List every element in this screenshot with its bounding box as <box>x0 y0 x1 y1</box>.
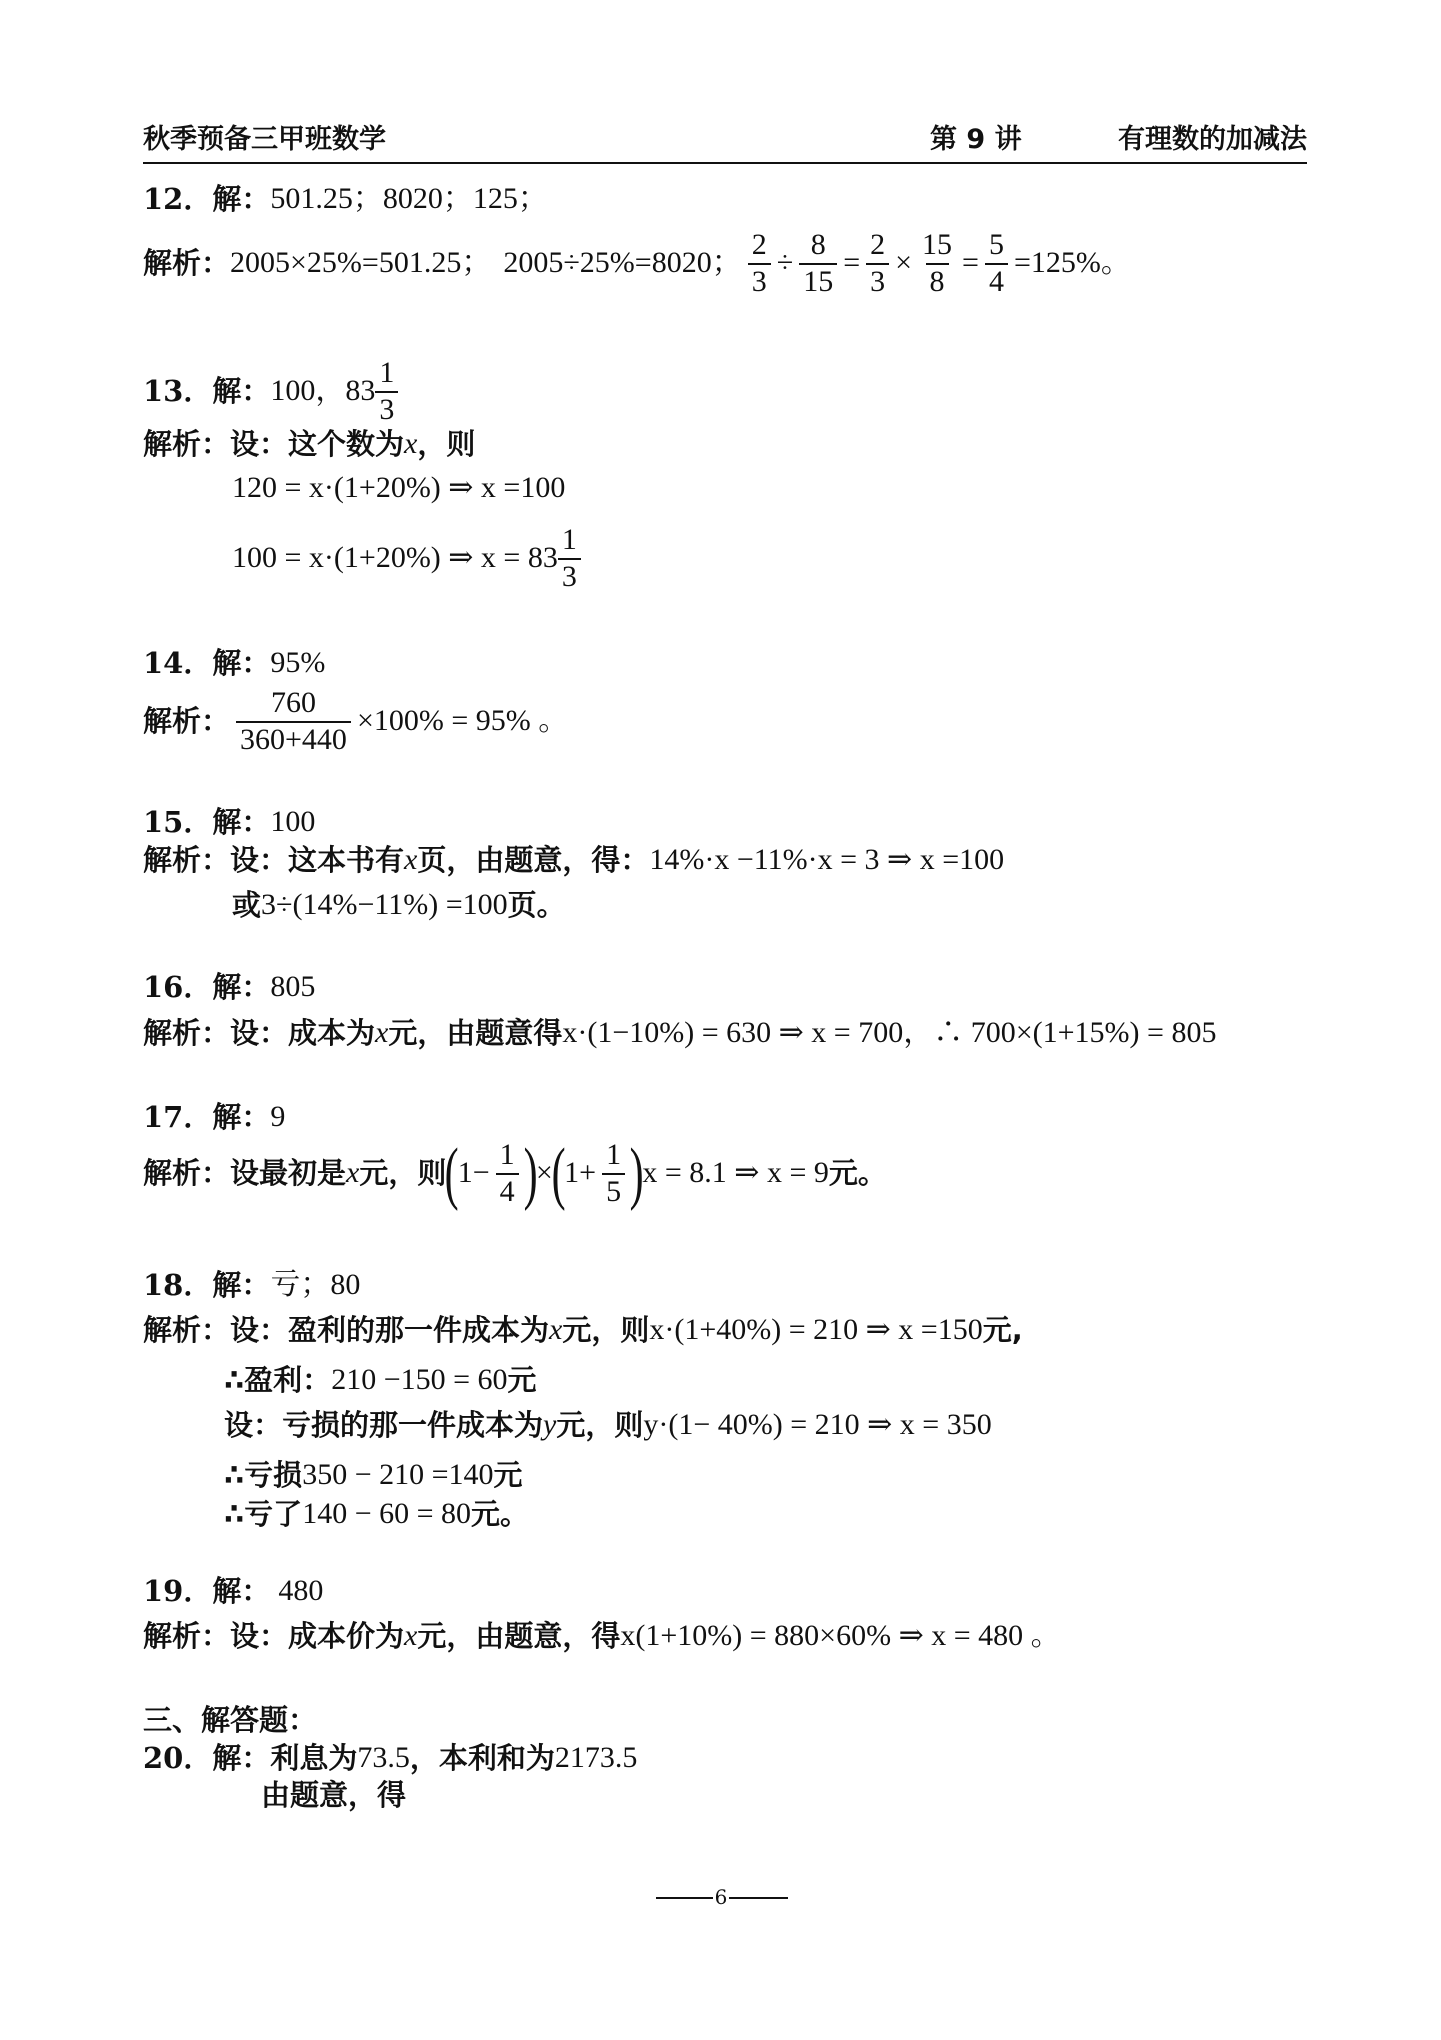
q20-text: 由题意，得 <box>261 1778 407 1812</box>
q13-eq-1-text: 120 = x·(1+20%) ⇒ x =100 <box>232 471 566 504</box>
q18-analysis-line-1 <box>143 1313 1023 1348</box>
q19-text-a: 设：成本价为 <box>230 1618 405 1653</box>
q13-eq-2-fraction: $\frac{1}{3}$ <box>558 523 581 594</box>
q20-line-2 <box>261 1779 406 1812</box>
q13-jie-label: ．解： <box>183 373 271 408</box>
q15-unit: 页。 <box>507 887 566 922</box>
q17-analysis-line <box>143 1134 887 1212</box>
q18-line-5 <box>224 1497 529 1532</box>
q19-var: x <box>404 1619 418 1652</box>
q16-analysis-line <box>143 1016 1216 1051</box>
q18-var-y: y <box>543 1408 557 1441</box>
q16-var: x <box>375 1016 389 1049</box>
course-title: 秋季预备三甲班数学 <box>143 124 386 155</box>
q17-text-b: 元，则 <box>359 1155 447 1190</box>
q16-answer-line <box>143 970 315 1005</box>
q16-jie-label: ．解： <box>183 969 271 1004</box>
q20-interest-label: 利息为 <box>270 1740 358 1775</box>
q12-answer: 501.25；8020；125； <box>270 182 548 215</box>
q18-text-a: 设：盈利的那一件成本为 <box>230 1312 550 1347</box>
q15-jie-label: ．解： <box>183 804 271 839</box>
q15-text-a: 设：这本书有 <box>230 842 405 877</box>
q18-line-4 <box>224 1458 523 1493</box>
q20-total-value: 2173.5 <box>554 1741 638 1774</box>
q18-loss-expr: 350 − 210 =140 <box>302 1458 494 1491</box>
q12-expr-1: 2005×25%=501.25； <box>230 246 492 280</box>
q12-answer-line <box>143 182 548 217</box>
q12-number: 12 <box>143 181 184 216</box>
page-header <box>143 124 1307 164</box>
q18-answer-line <box>143 1268 360 1303</box>
q19-analysis-line <box>143 1619 1061 1654</box>
q19-answer: 480 <box>278 1574 324 1607</box>
q13-intro: 设：这个数为 <box>230 426 405 461</box>
q17-times: × <box>535 1156 553 1190</box>
q13-answer: 100，83 <box>270 374 376 408</box>
footer-rule-left <box>656 1897 713 1899</box>
q12-op-1: ÷ <box>776 246 794 280</box>
q15-answer: 100 <box>270 805 316 838</box>
q12-op-2: × <box>895 246 913 280</box>
q12-eq-2: = <box>962 246 979 280</box>
q17-text-a: 设最初是 <box>230 1155 347 1190</box>
q17-unit: 元。 <box>828 1155 887 1190</box>
page-footer <box>656 1885 788 1915</box>
q18-jiexi-label: 解析： <box>143 1312 231 1347</box>
q18-answer: 亏；80 <box>270 1268 361 1301</box>
q17-jiexi-label: 解析： <box>143 1155 231 1190</box>
q14-result: ×100% = 95% 。 <box>356 704 569 738</box>
q15-text-b: 页，由题意，得： <box>417 842 650 877</box>
q18-number: 18 <box>143 1267 184 1302</box>
q18-text-c: 设：亏损的那一件成本为 <box>224 1407 544 1442</box>
q18-line-3 <box>224 1408 992 1443</box>
section-3-title-text: 三、解答题： <box>143 1703 318 1737</box>
q18-text-b: 元，则 <box>562 1312 650 1347</box>
q12-fraction-3: $\frac{2}{3}$ <box>866 228 889 299</box>
q13-equation-1 <box>232 471 565 506</box>
q17-right-paren-2: ) <box>629 1134 644 1212</box>
q14-answer: 95% <box>270 646 326 679</box>
q13-jiexi-label: 解析： <box>143 426 231 461</box>
q18-net-expr: 140 − 60 = 80 <box>302 1497 472 1530</box>
page-number: 6 <box>714 1885 728 1909</box>
footer-rule-right <box>729 1897 788 1899</box>
q18-equation-1: x·(1+40%) = 210 ⇒ x =150 <box>649 1313 983 1346</box>
q17-p2-pre: 1+ <box>564 1156 597 1190</box>
q17-answer: 9 <box>270 1100 286 1133</box>
q18-line-2 <box>224 1363 537 1398</box>
q18-profit-expr: 210 −150 = 60 <box>331 1363 508 1396</box>
q18-net-label: ∴亏了 <box>224 1496 303 1531</box>
section-3-title <box>143 1704 317 1737</box>
q12-result: =125%。 <box>1013 246 1131 280</box>
q16-answer: 805 <box>270 970 316 1003</box>
q15-var: x <box>404 843 418 876</box>
q17-fraction-2: $\frac{1}{5}$ <box>602 1138 625 1209</box>
q15-answer-line <box>143 805 315 840</box>
q18-unit-4: 元。 <box>471 1496 530 1531</box>
q14-jie-label: ．解： <box>183 645 271 680</box>
q19-jie-label: ．解： <box>183 1573 271 1608</box>
q17-right-paren-1: ) <box>523 1134 538 1212</box>
q14-analysis-line <box>143 686 568 757</box>
q16-number: 16 <box>143 969 184 1004</box>
q19-answer-line <box>143 1574 323 1609</box>
q16-equation: x·(1−10%) = 630 ⇒ x = 700，∴ 700×(1+15%) = 805 <box>562 1016 1217 1049</box>
q13-equation-2 <box>232 523 587 594</box>
q18-text-d: 元，则 <box>556 1407 644 1442</box>
q18-profit-label: ∴盈利： <box>224 1362 332 1397</box>
q17-left-paren-2: ( <box>551 1134 566 1212</box>
q15-or: 或 <box>232 887 262 922</box>
q17-var: x <box>346 1156 360 1190</box>
q20-number: 20 <box>143 1740 184 1775</box>
q17-number: 17 <box>143 1099 184 1134</box>
q12-jie-label: ．解： <box>183 181 271 216</box>
q15-number: 15 <box>143 804 184 839</box>
q17-equation: x = 8.1 ⇒ x = 9 <box>642 1156 829 1190</box>
q15-alt-equation: 3÷(14%−11%) =100 <box>261 888 508 921</box>
q16-text-a: 设：成本为 <box>230 1015 376 1050</box>
q18-loss-label: ∴亏损 <box>224 1457 303 1492</box>
q17-fraction-1: $\frac{1}{4}$ <box>496 1138 519 1209</box>
q19-equation: x(1+10%) = 880×60% ⇒ x = 480 。 <box>620 1619 1061 1652</box>
q20-answer-line <box>143 1741 637 1776</box>
lecture-number: 第 9 讲 <box>930 124 1022 155</box>
q20-total-label: ，本利和为 <box>409 1740 555 1775</box>
q13-var: x <box>404 427 418 460</box>
q18-unit-1: 元, <box>982 1312 1023 1347</box>
q15-equation: 14%·x −11%·x = 3 ⇒ x =100 <box>649 843 1005 876</box>
q12-analysis-line <box>143 228 1131 299</box>
q13-analysis-line <box>143 427 475 462</box>
q13-intro-tail: ，则 <box>417 426 476 461</box>
q17-jie-label: ．解： <box>183 1099 271 1134</box>
q18-equation-2: y·(1− 40%) = 210 ⇒ x = 350 <box>643 1408 992 1441</box>
q13-answer-line <box>143 356 404 427</box>
q19-number: 19 <box>143 1573 184 1608</box>
q18-var-x: x <box>549 1313 563 1346</box>
q20-interest-value: 73.5 <box>357 1741 410 1774</box>
q18-jie-label: ．解： <box>183 1267 271 1302</box>
lecture-topic: 有理数的加减法 <box>1118 124 1307 155</box>
q13-eq-2-text: 100 = x·(1+20%) ⇒ x = 83 <box>232 541 558 575</box>
q14-answer-line <box>143 646 325 681</box>
q16-jiexi-label: 解析： <box>143 1015 231 1050</box>
q14-jiexi-label: 解析： <box>143 703 231 738</box>
q13-number: 13 <box>143 373 184 408</box>
q15-jiexi-label: 解析： <box>143 842 231 877</box>
q14-fraction: $\frac{760}{360+440}$ <box>236 686 351 757</box>
q12-jiexi-label: 解析： <box>143 245 231 280</box>
q12-fraction-1: $\frac{2}{3}$ <box>748 228 771 299</box>
q18-unit-3: 元 <box>493 1457 523 1492</box>
q19-text-b: 元，由题意，得 <box>417 1618 621 1653</box>
q17-left-paren-1: ( <box>445 1134 460 1212</box>
q13-answer-fraction: $\frac{1}{3}$ <box>375 356 398 427</box>
q12-fraction-2: $\frac{8}{15}$ <box>799 228 837 299</box>
q12-fraction-4: $\frac{15}{8}$ <box>922 228 953 298</box>
q15-alt-line <box>232 888 566 923</box>
q15-analysis-line <box>143 843 1004 878</box>
q20-jie-label: ．解： <box>183 1740 271 1775</box>
q14-number: 14 <box>143 645 184 680</box>
q12-fraction-5: $\frac{5}{4}$ <box>985 228 1008 299</box>
q17-p1-pre: 1− <box>457 1156 490 1190</box>
q17-answer-line <box>143 1100 285 1135</box>
q12-expr-2: 2005÷25%=8020； <box>503 246 742 280</box>
q18-unit-2: 元 <box>507 1362 537 1397</box>
q19-jiexi-label: 解析： <box>143 1618 231 1653</box>
q12-eq-1: = <box>843 246 861 280</box>
q16-text-b: 元，由题意得 <box>388 1015 563 1050</box>
